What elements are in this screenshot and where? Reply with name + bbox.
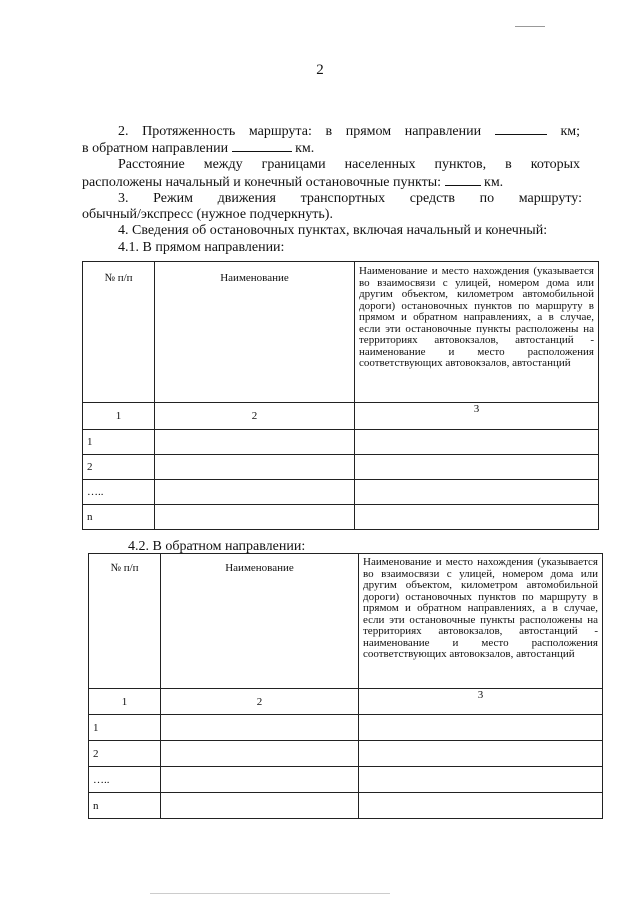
- forward-stops-table: [82, 261, 599, 530]
- header-location: Наименование и место нахождения (указывается во взаимосвязи с улицей, номером дома или другим объектом, километром автомобильной дороги) остановочных пунктов по маршруту в прямом и обратном направлениях, а в случае, если эти остановочные пункты расположены на территориях автовокзалов, автостанций - наименование и место расположения соответствующих автовокзалов, автостанций: [359, 554, 603, 689]
- header-location: Наименование и место нахождения (указывается во взаимосвязи с улицей, номером дома или другим объектом, километром автомобильной дороги) остановочных пунктов по маршруту в прямом и обратном направлениях, а в случае, если эти остановочные пункты расположены на территориях автовокзалов, автостанций - наименование и место расположения соответствующих автовокзалов, автостанций: [355, 262, 599, 403]
- stop-name-cell[interactable]: [155, 505, 355, 530]
- stop-location-cell[interactable]: [355, 480, 599, 505]
- section4-title: 4. Сведения об остановочных пунктах, включая начальный и конечный:: [118, 223, 548, 238]
- reverse-stops-table: [88, 553, 603, 819]
- stop-name-cell[interactable]: [155, 480, 355, 505]
- row-label: …..: [89, 767, 161, 793]
- scan-artifact: [150, 893, 390, 894]
- reverse-length-label: в обратном направлении: [82, 141, 229, 156]
- stop-name-cell[interactable]: [155, 430, 355, 455]
- stop-location-cell[interactable]: [355, 505, 599, 530]
- header-name: Наименование: [161, 554, 359, 689]
- row-label: 2: [89, 741, 161, 767]
- forward-length-blank[interactable]: [495, 122, 547, 135]
- distance-blank[interactable]: [445, 173, 481, 186]
- distance-km: км.: [484, 175, 504, 190]
- stop-location-cell[interactable]: [359, 741, 603, 767]
- header-name: Наименование: [155, 262, 355, 403]
- stop-name-cell[interactable]: [161, 793, 359, 819]
- column-number-2: 2: [161, 689, 359, 715]
- stop-name-cell[interactable]: [161, 715, 359, 741]
- row-label: 1: [83, 430, 155, 455]
- movement-mode-line-2: обычный/экспресс (нужное подчеркнуть).: [82, 207, 333, 222]
- km-unit-2: км.: [295, 141, 315, 156]
- column-number-1: 1: [89, 689, 161, 715]
- stop-name-cell[interactable]: [161, 741, 359, 767]
- route-length-label: 2. Протяженность маршрута: в прямом направлении: [118, 124, 482, 139]
- stop-location-cell[interactable]: [359, 767, 603, 793]
- column-number-2: 2: [155, 403, 355, 430]
- row-label: 1: [89, 715, 161, 741]
- stop-location-cell[interactable]: [355, 455, 599, 480]
- page-number: 2: [316, 62, 324, 78]
- section4-2-title: 4.2. В обратном направлении:: [128, 539, 306, 554]
- column-number-3: 3: [359, 689, 603, 715]
- stop-location-cell[interactable]: [355, 430, 599, 455]
- row-label: n: [89, 793, 161, 819]
- scan-artifact: [515, 26, 545, 27]
- section4-1-title: 4.1. В прямом направлении:: [118, 240, 285, 255]
- header-number: № п/п: [83, 262, 155, 403]
- stop-location-cell[interactable]: [359, 793, 603, 819]
- distance-line-2: [82, 173, 582, 191]
- column-number-3: 3: [355, 403, 599, 430]
- route-length-line: [118, 122, 580, 140]
- row-label: 2: [83, 455, 155, 480]
- row-label: …..: [83, 480, 155, 505]
- distance-label: расположены начальный и конечный остановочные пункты:: [82, 175, 442, 190]
- column-number-1: 1: [83, 403, 155, 430]
- reverse-length-line: [82, 139, 582, 157]
- movement-mode-line-1: 3. Режим движения транспортных средств по маршруту:: [118, 191, 582, 206]
- stop-name-cell[interactable]: [155, 455, 355, 480]
- distance-line-1: Расстояние между границами населенных пунктов, в которых: [118, 157, 580, 172]
- reverse-length-blank[interactable]: [232, 139, 292, 152]
- header-number: № п/п: [89, 554, 161, 689]
- row-label: n: [83, 505, 155, 530]
- stop-location-cell[interactable]: [359, 715, 603, 741]
- stop-name-cell[interactable]: [161, 767, 359, 793]
- km-unit: км;: [560, 124, 580, 139]
